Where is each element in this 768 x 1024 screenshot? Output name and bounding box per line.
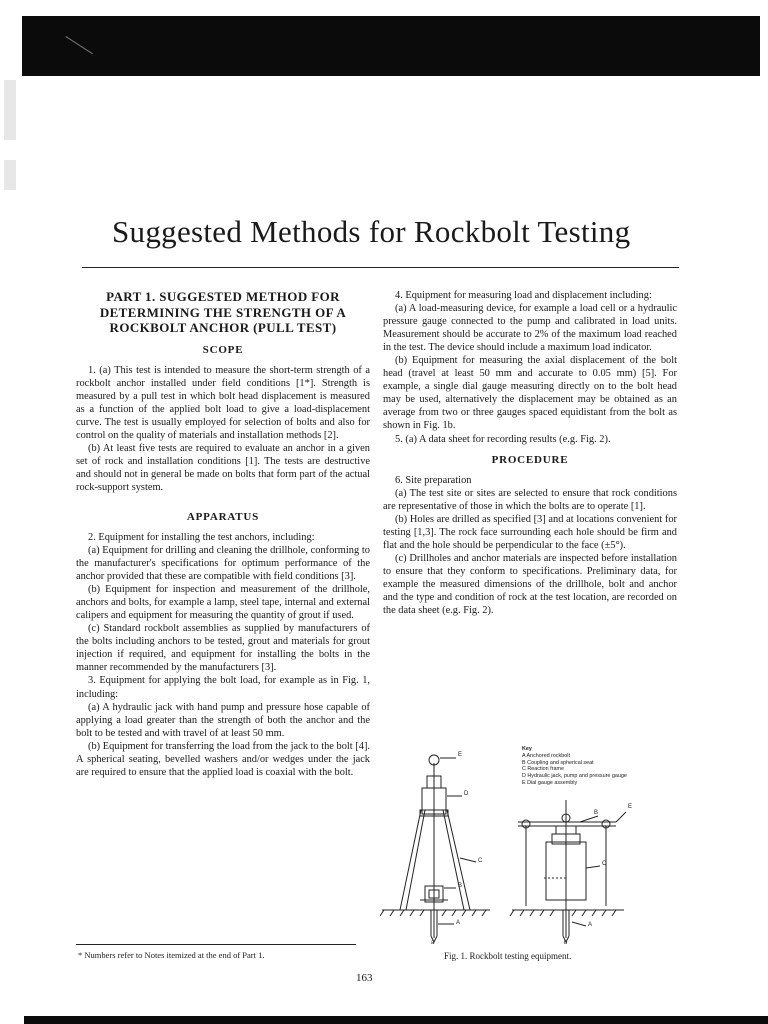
paragraph: 6. Site preparation [395,474,472,486]
part-heading: PART 1. SUGGESTED METHOD FOR DETERMINING THE STRENGTH OF A ROCKBOLT ANCHOR (PULL TEST) [99,289,347,335]
figure-caption: Fig. 1. Rockbolt testing equipment. [444,951,572,961]
paragraph: (a) The test site or sites are selected to ensure that rock conditions are representative of those in which the bolts are to operate [1]. [383,487,677,512]
figure-rockbolt-equipment [380,738,678,961]
paragraph: (a) Equipment for drilling and cleaning the drillhole, conforming to the manufacturer's specifications for optimum performance of the anchor provided that these are compatible with field conditions [3]. [76,545,370,583]
paragraph: (c) Drillholes and anchor materials are inspected before installation to ensure that they conform to specifications. Preliminary data, for example the measured dimensions of the drillhole, bolt and anchor and the type and condition of rock at the test location, are recorded on the data sheet (e.g. Fig. 2). [383,552,677,617]
scope-heading: SCOPE [202,343,244,356]
paragraph: (a) A hydraulic jack with hand pump and pressure hose capable of applying a load greater than the strength of both the anchor and the bolt to be tested and with travel of at least 50 mm. [76,701,370,739]
footnote-rule [76,944,356,945]
figure-label-b: B [594,810,599,816]
figure-label-c: C [602,861,607,867]
figure-label-b: B [458,883,463,889]
paragraph: (a) A load-measuring device, for example a load cell or a hydraulic pressure gauge connected to the pump and calibrated in load units. Measurement should be accurate to 2% of the maximum load reached in the test. The device should include a maximum load indicator. [383,303,677,354]
paragraph: (b) Equipment for transferring the load from the jack to the bolt [4]. A spherical seating, bevelled washers and/or wedges under the jack are required to ensure that the applied load is coaxial with the bolt. [76,740,370,778]
apparatus-heading: APPARATUS [186,510,260,523]
figure-label-a: A [588,922,593,928]
figure-label-c: C [478,858,483,864]
figure-key-title: Key [522,746,532,752]
figure-key-item: B Coupling and spherical seat [522,759,594,766]
title-rule [82,267,679,268]
figure-label-e: E [458,752,463,758]
paragraph: 5. (a) A data sheet for recording results (e.g. Fig. 2). [395,433,611,445]
paragraph: (b) Equipment for measuring the axial displacement of the bolt head (travel at least 50 mm and accurate to 0.05 mm) [5]. For example, a single dial gauge measuring directly on to the bolt head may be used, alternatively the displacement may be obtained as an average from two or three gauges spaced equidistant from the bolt as shown in Fig. 1b. [383,355,677,432]
procedure-heading: PROCEDURE [491,453,569,466]
page-title: Suggested Methods for Rockbolt Testing [112,214,631,249]
figure-label-d: D [464,791,469,797]
figure-key-item: C Reaction frame [522,766,564,773]
paragraph: (b) Equipment for inspection and measurement of the drillhole, anchors and bolts, for example a lamp, steel tape, internal and external calipers and equipment for measuring the quantity of grout if used. [76,584,370,622]
paragraph: 2. Equipment for installing the test anchors, including: [88,531,315,543]
paragraph: 3. Equipment for applying the bolt load, for example as in Fig. 1, including: [76,675,370,700]
scan-mark [56,36,93,69]
figure-key [522,746,627,787]
scan-top-bar [22,16,760,76]
figure-label-a: A [456,920,461,926]
figure-sublabel-b: b [564,940,568,946]
paragraph: (c) Standard rockbolt assemblies as supplied by manufacturers of the bolts including anchors to be tested, grout and materials for grout injection if required, and equipment for installing the bolts in the manner recommended by the manufacturers [3]. [76,623,370,674]
figure-key-item: D Hydraulic jack, pump and pressure gauge [522,773,627,780]
figure-sublabel-a: a [431,940,435,946]
scan-margin-noise [4,160,16,190]
figure-label-e: E [628,804,633,810]
footnote: * Numbers refer to Notes itemized at the end of Part 1. [78,950,265,960]
scan-bottom-bar [24,1016,768,1024]
page-number: 163 [356,972,373,984]
paragraph: (b) Holes are drilled as specified [3] and at locations convenient for testing [1,3]. The rock face surrounding each hole should be firm and flat and the hole should be perpendicular to the face (±5°). [383,513,677,551]
scan-margin-noise [4,80,16,140]
figure-key-item: A Anchored rockbolt [522,752,570,759]
left-column [76,289,370,779]
paragraph: 4. Equipment for measuring load and displacement including: [395,290,652,301]
paragraph: 1. (a) This test is intended to measure the short-term strength of a rockbolt anchor installed under field conditions [1*]. Strength is measured by a pull test in which bolt head displacement is measured as a function of the applied bolt load to give a load-displacement curve. The test is usually employed for selection of bolts and also for control on the quality of materials and installation methods [2]. [76,364,370,441]
right-column [383,289,677,617]
figure-key-item: E Dial gauge assembly [522,779,578,786]
paragraph: (b) At least five tests are required to evaluate an anchor in a given set of rock and installation conditions [1]. The tests are destructive and should not in general be made on bolts that form part of the actual rock-support system. [76,442,370,493]
